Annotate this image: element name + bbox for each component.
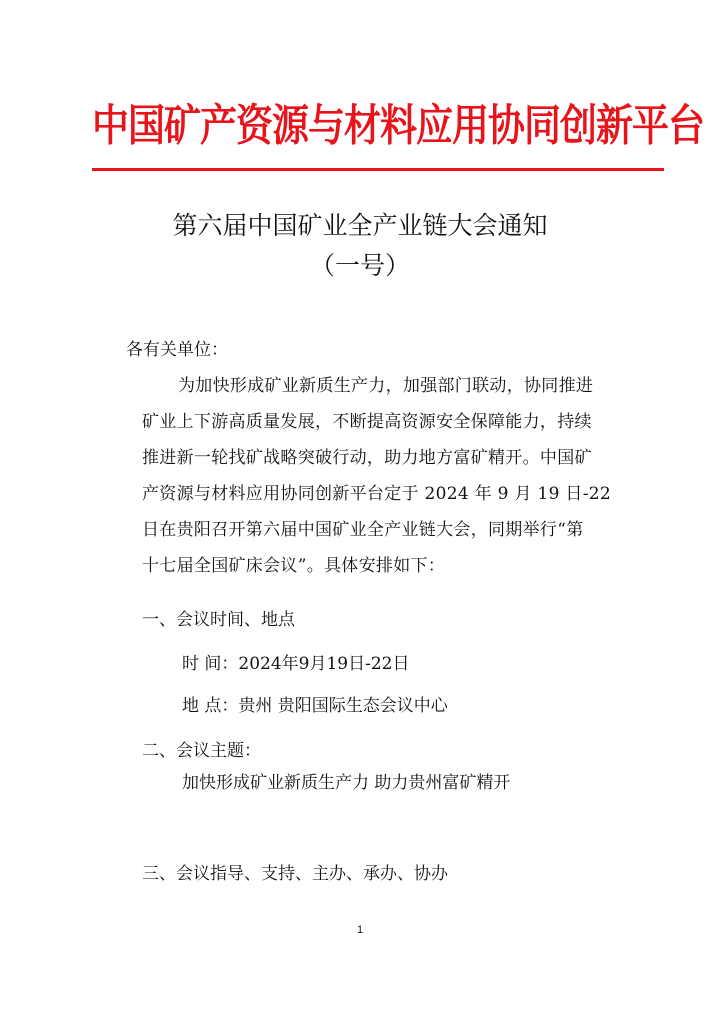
organization-header: 中国矿产资源与材料应用协同创新平台 bbox=[92, 100, 704, 152]
paragraph-line: 产资源与材料应用协同创新平台定于 2024 年 9 月 19 日-22 bbox=[142, 484, 612, 504]
meeting-theme: 加快形成矿业新质生产力 助力贵州富矿精开 bbox=[182, 773, 511, 793]
paragraph-line: 日在贵阳召开第六届中国矿业全产业链大会，同期举行“第 bbox=[142, 520, 584, 540]
meeting-place: 地 点：贵州 贵阳国际生态会议中心 bbox=[182, 696, 448, 716]
notice-title: 第六届中国矿业全产业链大会通知 bbox=[172, 211, 548, 240]
header-divider bbox=[92, 168, 664, 171]
section-heading-time-place: 一、会议时间、地点 bbox=[142, 610, 295, 630]
page-number: 1 bbox=[356, 924, 364, 936]
meeting-time: 时 间：2024年9月19日-22日 bbox=[182, 654, 410, 674]
salutation: 各有关单位： bbox=[126, 340, 228, 360]
section-heading-theme: 二、会议主题： bbox=[142, 741, 261, 761]
paragraph-line: 为加快形成矿业新质生产力，加强部门联动，协同推进 bbox=[178, 376, 594, 396]
paragraph-line: 推进新一轮找矿战略突破行动，助力地方富矿精开。中国矿 bbox=[142, 448, 592, 468]
notice-number: （一号） bbox=[309, 251, 410, 280]
paragraph-line: 矿业上下游高质量发展，不断提高资源安全保障能力，持续 bbox=[142, 412, 592, 432]
section-heading-organizers: 三、会议指导、支持、主办、承办、协办 bbox=[142, 864, 448, 884]
paragraph-line: 十七届全国矿床会议”。具体安排如下： bbox=[142, 556, 446, 576]
